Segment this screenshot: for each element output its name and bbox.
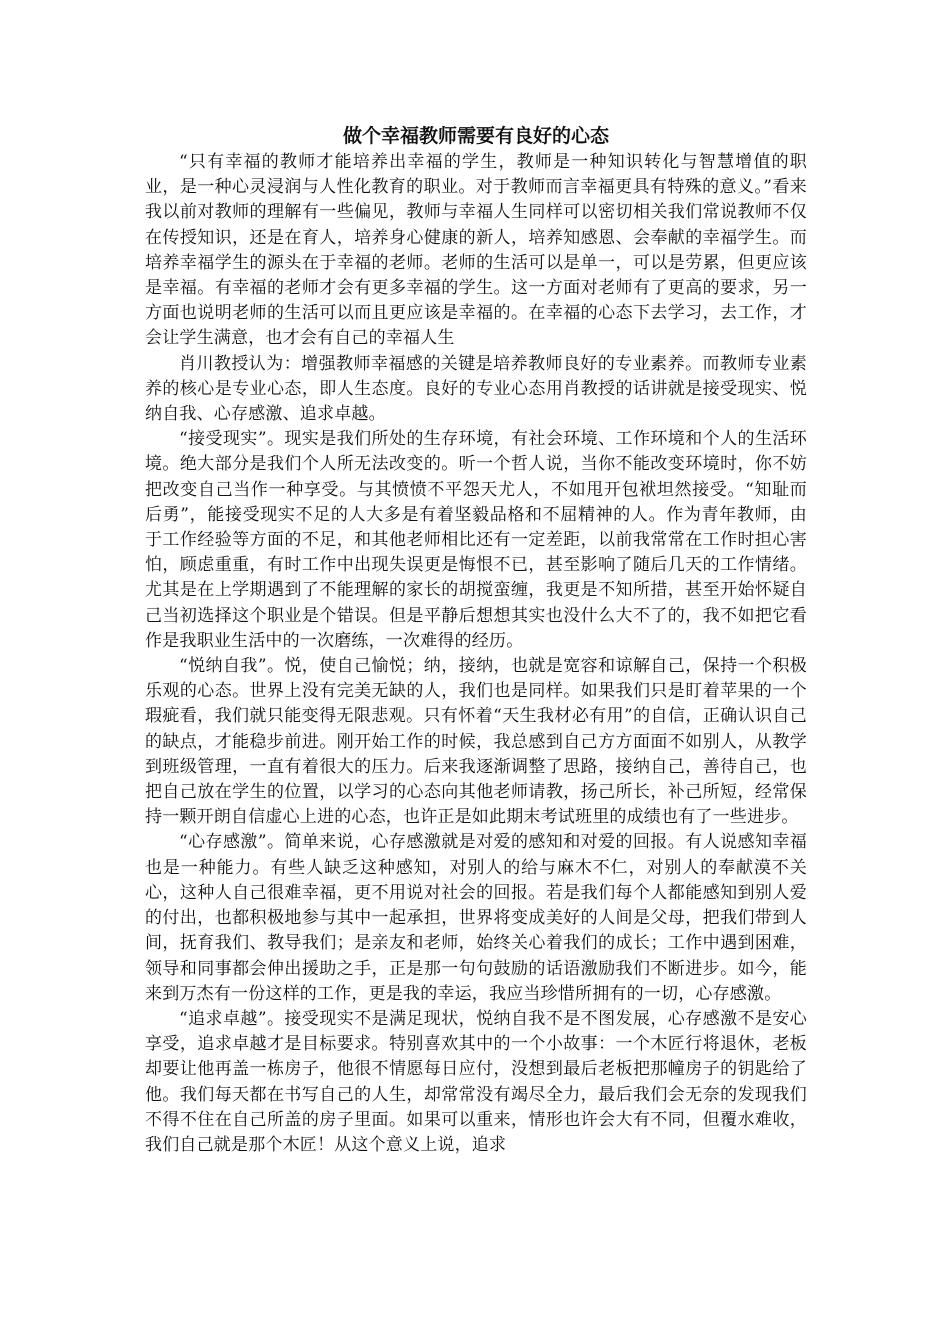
- paragraph-accept-reality: “接受现实”。现实是我们所处的生存环境，有社会环境、工作环境和个人的生活环境。绝大部分是我们个人所无法改变的。听一个哲人说，当你不能改变环境时，你不妨把改变自己当作一种享受。与其愤愤不平怨天尤人，不如甩开包袱坦然接受。“知耻而后勇”，能接受现实不足的人大多是有着坚毅品格和不屈精神的人。作为青年教师，由于工作经验等方面的不足，和其他老师相比还有一定差距，以前我常常在工作时担心害怕，顾虑重重，有时工作中出现失误更是悔恨不已，甚至影响了随后几天的工作情绪。尤其是在上学期遇到了不能理解的家长的胡搅蛮缠，我更是不知所措，甚至开始怀疑自己当初选择这个职业是个错误。但是平静后想想其实也没什么大不了的，我不如把它看作是我职业生活中的一次磨练，一次难得的经历。: [145, 429, 807, 651]
- paragraph-pursue-excellence: “追求卓越”。接受现实不是满足现状，悦纳自我不是不图发展，心存感激不是安心享受，追求卓越才是目标要求。特别喜欢其中的一个小故事：一个木匠行将退休，老板却要让他再盖一栋房子，他很不情愿每日应付，没想到最后老板把那幢房子的钥匙给了他。我们每天都在书写自己的人生，却常常没有竭尽全力，最后我们会无奈的发现我们不得不住在自己所盖的房子里面。如果可以重来，情形也许会大有不同，但覆水难收，我们自己就是那个木匠！从这个意义上说，追求: [145, 1008, 807, 1155]
- document-page: [145, 122, 807, 1158]
- paragraph-gratitude: “心存感激”。简单来说，心存感激就是对爱的感知和对爱的回报。有人说感知幸福也是一种能力。有些人缺乏这种感知，对别人的给与麻木不仁，对别人的奉献漠不关心，这种人自己很难幸福，更不用说对社会的回报。若是我们每个人都能感知到别人爱的付出，也都积极地参与其中一起承担，世界将变成美好的人间是父母，把我们带到人间，抚育我们、教导我们；是亲友和老师，始终关心着我们的成长；工作中遇到困难，领导和同事都会伸出援助之手，正是那一句句鼓励的话语激励我们不断进步。如今，能来到万杰有一份这样的工作，更是我的幸运，我应当珍惜所拥有的一切，心存感激。: [145, 832, 807, 1004]
- paragraph-accept-self: “悦纳自我”。悦，使自己愉悦；纳，接纳，也就是宽容和谅解自己，保持一个积极乐观的心态。世界上没有完美无缺的人，我们也是同样。如果我们只是盯着苹果的一个瑕疵看，我们就只能变得无限悲观。只有怀着“天生我材必有用”的自信，正确认识自己的缺点，才能稳步前进。刚开始工作的时候，我总感到自己方方面面不如别人，从教学到班级管理，一直有着很大的压力。后来我逐渐调整了思路，接纳自己，善待自己，也把自己放在学生的位置，以学习的心态向其他老师请教，扬己所长，补己所短，经常保持一颗开朗自信虚心上进的心态，也许正是如此期末考试班里的成绩也有了一些进步。: [145, 656, 807, 828]
- paragraph-professor-view: 肖川教授认为：增强教师幸福感的关键是培养教师良好的专业素养。而教师专业素养的核心是专业心态，即人生态度。良好的专业心态用肖教授的话讲就是接受现实、悦纳自我、心存感激、追求卓越。: [145, 353, 807, 425]
- document-body: [145, 150, 807, 1158]
- document-title: 做个幸福教师需要有良好的心态: [342, 125, 609, 147]
- paragraph-intro: “只有幸福的教师才能培养出幸福的学生，教师是一种知识转化与智慧增值的职业，是一种心灵浸润与人性化教育的职业。对于教师而言幸福更具有特殊的意义。”看来我以前对教师的理解有一些偏见，教师与幸福人生同样可以密切相关我们常说教师不仅在传授知识，还是在育人，培养身心健康的新人，培养知感恩、会奉献的幸福学生。而培养幸福学生的源头在于幸福的老师。老师的生活可以是单一，可以是劳累，但更应该是幸福。有幸福的老师才会有更多幸福的学生。这一方面对老师有了更高的要求，另一方面也说明老师的生活可以而且更应该是幸福的。在幸福的心态下去学习，去工作，才会让学生满意，也才会有自己的幸福人生: [145, 152, 807, 349]
